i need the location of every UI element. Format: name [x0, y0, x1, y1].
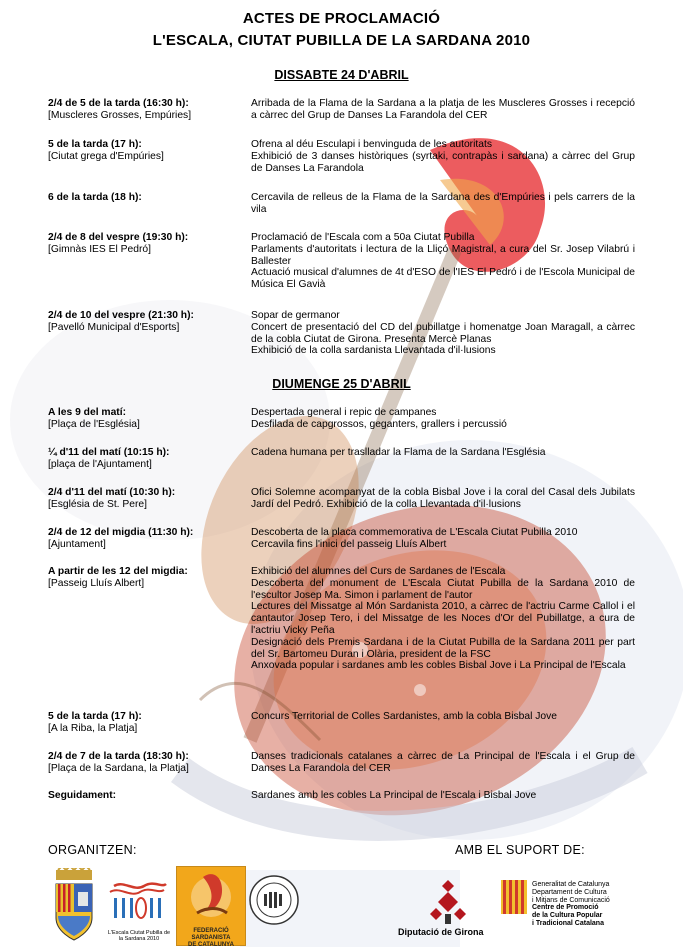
event-line: Proclamació de l'Escala com a 50a Ciutat Pubilla: [251, 232, 475, 243]
event-line: Descoberta de la placa commemorativa de L'Escala Ciutat Pubilla 2010: [251, 527, 578, 538]
event-line: Actuació musical d'alumnes de 4t d'ESO de l'IES El Pedró i de l'Escola Municipal de Música El Gavià: [251, 267, 635, 291]
generalitat-line-2: Departament de Cultura: [532, 888, 607, 896]
generalitat-line-5: de la Cultura Popular: [532, 912, 603, 920]
event-time: A les 9 del matí:: [48, 407, 127, 418]
title-line-1: ACTES DE PROCLAMACIÓ: [242, 10, 441, 27]
ciutat-pubilla-logo: [106, 878, 170, 930]
event-place: [plaça de l'Ajuntament]: [48, 458, 152, 470]
event-line: Exhibició de 3 danses històriques (syrtaki, contrapàs i sardana) a càrrec del Grup de Danses La Farandola: [251, 150, 635, 174]
diputacio-girona-emblem: [426, 878, 470, 926]
event-line: Sardanes amb les cobles La Principal de l'Escala i Bisbal Jove: [251, 790, 537, 801]
event-time: 6 de la tarda (18 h):: [48, 192, 142, 203]
event-line: Exhibició del alumnes del Curs de Sardanes de l'Escala: [251, 566, 506, 577]
event-time: 2/4 de 12 del migdia (11:30 h):: [48, 527, 194, 538]
event-line: Ofici Solemne acompanyat de la cobla Bisbal Jove i la coral del Casal dels Jubilats Jardí del Pedró. Exhibició de la colla Llevantada d'il·lusions: [251, 487, 635, 510]
day-heading-saturday-text: DISSABTE 24 D'ABRIL: [274, 68, 409, 82]
event-line: Concurs Territorial de Colles Sardanistes, amb la cobla Bisbal Jove: [251, 711, 558, 722]
event-time: 2/4 de 7 de la tarda (18:30 h):: [48, 751, 189, 762]
event-line: Sopar de germanor: [251, 310, 340, 321]
event-time: ¼ d'11 del matí (10:15 h):: [48, 447, 170, 458]
event-line: Desfilada de capgrossos, geganters, grallers i percussió: [251, 418, 507, 430]
day-heading-saturday: [0, 68, 683, 82]
event-place: [Plaça de la Sardana, la Platja]: [48, 762, 189, 774]
event-line: Ofrena al déu Esculapi i benvinguda de les autoritats: [251, 139, 492, 150]
event-time: 2/4 de 8 del vespre (19:30 h):: [48, 232, 189, 243]
event-line: Lectures del Missatge al Món Sardanista 2010, a càrrec de l'actriu Carme Callol i el cantautor Josep Tero, i del Missatge de les Noces d'Or del Pubillatge, a cura de l'actriu Vicky Peña: [251, 601, 635, 636]
fsc-emblem-icon: [177, 867, 245, 923]
event-line: Cercavila de relleus de la Flama de la Sardana des d'Empúries i pels carrers de la vila: [251, 192, 635, 215]
escala-coat-of-arms-logo: [50, 868, 98, 942]
event-line: Danses tradicionals catalanes a càrrec de La Principal de l'Escala i el Grup de Danses La Farandola del CER: [251, 751, 635, 774]
event-time: A partir de les 12 del migdia:: [48, 566, 188, 577]
event-place: [Ciutat grega d'Empúries]: [48, 150, 164, 162]
event-place: [Ajuntament]: [48, 538, 106, 550]
day-heading-sunday-text: DIUMENGE 25 D'ABRIL: [272, 377, 411, 391]
event-time: 2/4 de 10 del vespre (21:30 h):: [48, 310, 194, 321]
generalitat-emblem: [501, 880, 527, 914]
event-time: 2/4 d'11 del matí (10:30 h):: [48, 487, 176, 498]
title-line-2: L'ESCALA, CIUTAT PUBILLA DE LA SARDANA 2010: [152, 32, 531, 49]
circular-seal-logo: [248, 874, 300, 926]
event-line: Concert de presentació del CD del pubillatge i homenatge Joan Maragall, a càrrec de la cobla Ciutat de Girona. Presenta Mercè Planas: [251, 321, 635, 345]
generalitat-line-6: i Tradicional Catalana: [532, 919, 604, 927]
event-time: 5 de la tarda (17 h):: [48, 711, 142, 722]
event-time: 2/4 de 5 de la tarda (16:30 h):: [48, 98, 189, 109]
event-place: [Pavelló Municipal d'Esports]: [48, 321, 180, 333]
event-time: 5 de la tarda (17 h):: [48, 139, 142, 150]
event-time: Seguidament:: [48, 790, 117, 801]
generalitat-text: [532, 881, 610, 928]
event-place: [Passeig Lluís Albert]: [48, 577, 145, 589]
event-place: [Muscleres Grosses, Empúries]: [48, 109, 192, 121]
generalitat-line-1: Generalitat de Catalunya: [532, 881, 610, 888]
fsc-logo: [176, 866, 246, 946]
event-place: [A la Riba, la Platja]: [48, 722, 138, 734]
event-line: Exhibició de la colla sardanista Llevantada d'il·lusions: [251, 345, 496, 357]
suport-label: AMB EL SUPORT DE:: [455, 843, 585, 857]
event-line: Anxovada popular i sardanes amb les cobles Bisbal Jove i La Principal de l'Escala: [251, 660, 626, 672]
ciutat-pubilla-logo-text: L'Escala Ciutat Pubilla de la Sardana 2010: [107, 930, 171, 942]
event-line: Parlaments d'autoritats i lectura de la Lliçó Magistral, a cura del Sr. Josep Vilabrú i Ballester: [251, 243, 635, 267]
event-line: Cadena humana per traslladar la Flama de la Sardana l'Església: [251, 447, 546, 458]
fsc-line-1: FEDERACIÓ SARDANISTA: [191, 928, 231, 941]
event-line: Descoberta del monument de L'Escala Ciutat Pubilla de la Sardana 2010 de l'escultor Josep Ma. Simon i parlament de l'autor: [251, 577, 635, 601]
event-line: Arribada de la Flama de la Sardana a la platja de les Muscleres Grosses i recepció a càrrec del Grup de Danses La Farandola del CER: [251, 98, 635, 121]
event-place: [Església de St. Pere]: [48, 498, 148, 510]
fsc-line-2: DE CATALUNYA: [188, 942, 234, 948]
event-place: [Plaça de l'Església]: [48, 418, 140, 430]
generalitat-line-3: i Mitjans de Comunicació: [532, 896, 610, 904]
event-place: [Gimnàs IES El Pedró]: [48, 243, 152, 255]
event-line: Designació dels Premis Sardana i de la Ciutat Pubilla de la Sardana 2011 per part del Sr. Bartomeu Duran i Olària, president de la FSC: [251, 636, 635, 660]
event-line: Cercavila fins l'inici del passeig Lluís Albert: [251, 538, 447, 550]
organitzen-label: ORGANITZEN:: [48, 843, 137, 857]
diputacio-girona-text: Diputació de Girona: [398, 927, 484, 937]
day-heading-sunday: [0, 377, 683, 391]
generalitat-line-4: Centre de Promoció: [532, 904, 599, 912]
event-line: Despertada general i repic de campanes: [251, 407, 437, 418]
